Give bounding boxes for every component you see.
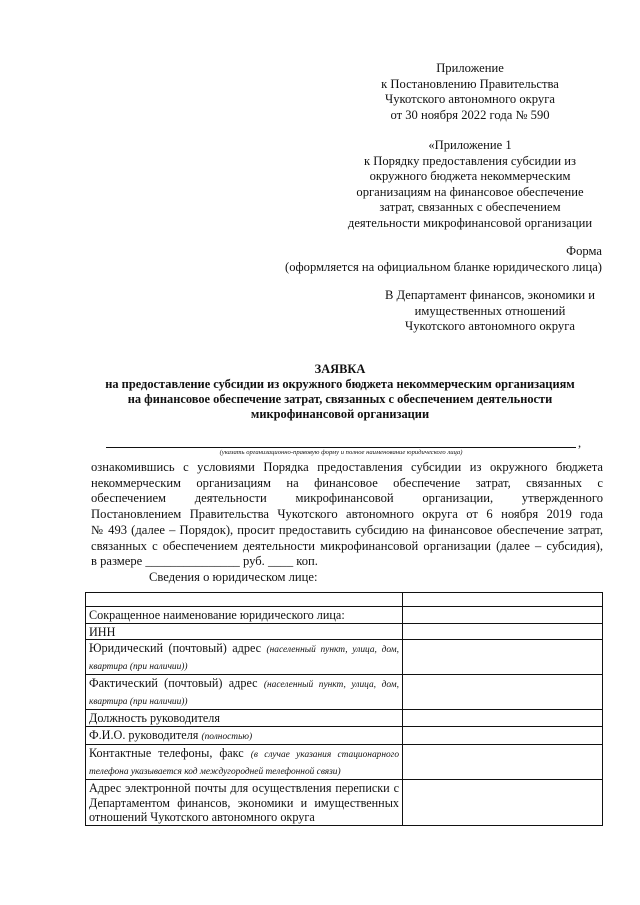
addressee-line: Чукотского автономного округа <box>405 319 575 333</box>
row-label-cell <box>86 607 403 624</box>
title-heading: ЗАЯВКА <box>314 362 366 376</box>
row-value-cell[interactable] <box>403 745 603 780</box>
blank-hint: (указать организационно-правовую форму и полное наименование юридического лица) <box>219 449 463 456</box>
row-label: Юридический (почтовый) адрес <box>89 641 262 655</box>
title-line: микрофинансовой организации <box>250 407 430 421</box>
row-note: (населенный пункт, улица, дом, квартира (при наличии)) <box>89 680 399 707</box>
row-label: Контактные телефоны, факс <box>89 746 244 760</box>
table-row <box>86 710 603 727</box>
appendix-1-line: затрат, связанных с обеспечением <box>379 200 561 214</box>
body-line: Постановлением Правительства Чукотского автономного округа от 6 ноября 2019 года <box>91 507 603 522</box>
table-cell <box>403 593 603 607</box>
table-cell <box>86 593 403 607</box>
body-line: некоммерческим организациям на финансовое обеспечение затрат, связанных с <box>91 475 603 490</box>
row-label-cell <box>86 675 403 710</box>
appendix-1-line: деятельности микрофинансовой организации <box>347 215 593 230</box>
row-note: (населенный пункт, улица, дом, квартира (при наличии)) <box>89 645 399 672</box>
table-row <box>86 623 603 640</box>
table-header-row <box>86 593 603 607</box>
row-label-cell <box>86 745 403 780</box>
appendix-line: к Постановлению Правительства <box>381 76 559 91</box>
table-row <box>86 640 603 675</box>
row-label: Фактический (почтовый) адрес <box>89 676 258 690</box>
table-row <box>86 726 603 745</box>
row-note: (в случае указания стационарного телефона указывается код междугородней телефонной связи) <box>89 750 400 777</box>
table-row <box>86 675 603 710</box>
row-value-cell[interactable] <box>403 607 603 624</box>
appendix-header <box>340 61 600 123</box>
row-value-cell[interactable] <box>403 726 603 745</box>
application-body <box>91 460 603 586</box>
row-label-cell <box>86 726 403 745</box>
row-value-cell[interactable] <box>403 675 603 710</box>
form-label: Форма <box>566 244 602 258</box>
addressee-line: имущественных отношений <box>414 303 566 318</box>
table-row <box>86 745 603 780</box>
row-label: Должность руководителя <box>89 711 220 725</box>
row-label: Ф.И.О. руководителя <box>89 727 199 742</box>
blank-comma: , <box>578 436 582 450</box>
row-value-cell[interactable] <box>403 780 603 826</box>
appendix-1-header <box>340 138 600 231</box>
title-line: на предоставление субсидии из окружного бюджета некоммерческим организациям <box>105 377 575 391</box>
appendix-1-line: «Приложение 1 <box>428 138 512 152</box>
row-label-cell <box>86 710 403 727</box>
table-row <box>86 780 603 826</box>
body-line: ознакомившись с условиями Порядка предоставления субсидии из окружного бюджета <box>91 460 603 474</box>
amount-line: в размере _______________ руб. ____ коп. <box>91 554 318 569</box>
row-label: Сокращенное наименование юридического лица: <box>89 608 345 622</box>
body-line: обеспечением деятельности микрофинансовой организации, утвержденного <box>91 491 603 506</box>
row-note: (полностью) <box>201 731 253 742</box>
row-label: ИНН <box>89 624 116 639</box>
appendix-1-line: окружного бюджета некоммерческим <box>369 169 571 183</box>
appendix-1-line: к Порядку предоставления субсидии из <box>364 153 576 168</box>
body-line: № 493 (далее – Порядок), просит предоставить субсидию на финансовое обеспечение затрат, <box>91 522 603 537</box>
body-line: связанных с обеспечением деятельности микрофинансовой организации (далее – субсидия), <box>91 538 603 553</box>
legal-entity-info-table <box>85 592 603 826</box>
row-label-cell <box>86 623 403 640</box>
row-label-cell <box>86 780 403 826</box>
row-label-cell <box>86 640 403 675</box>
row-value-cell[interactable] <box>403 623 603 640</box>
document-title <box>60 362 620 422</box>
form-note <box>260 244 602 275</box>
appendix-1-line: организациям на финансовое обеспечение <box>356 184 584 199</box>
row-value-cell[interactable] <box>403 710 603 727</box>
form-instruction: (оформляется на официальном бланке юридического лица) <box>285 259 602 274</box>
blank-underline <box>106 447 576 448</box>
appendix-line: от 30 ноября 2022 года № 590 <box>390 107 550 122</box>
organization-name-field[interactable] <box>91 436 591 457</box>
title-line: на финансовое обеспечение затрат, связанных с обеспечением деятельности <box>127 392 553 406</box>
row-value-cell[interactable] <box>403 640 603 675</box>
addressee-line: В Департамент финансов, экономики и <box>384 288 596 302</box>
info-label: Сведения о юридическом лице: <box>149 569 318 584</box>
addressee-block <box>365 288 615 335</box>
table-row <box>86 607 603 624</box>
appendix-line: Приложение <box>436 61 504 75</box>
appendix-line: Чукотского автономного округа <box>385 92 555 106</box>
row-label: Адрес электронной почты для осуществления переписки с Департаментом финансов, экономики и имущественных отношений Чукотского автономного округа <box>89 781 399 824</box>
